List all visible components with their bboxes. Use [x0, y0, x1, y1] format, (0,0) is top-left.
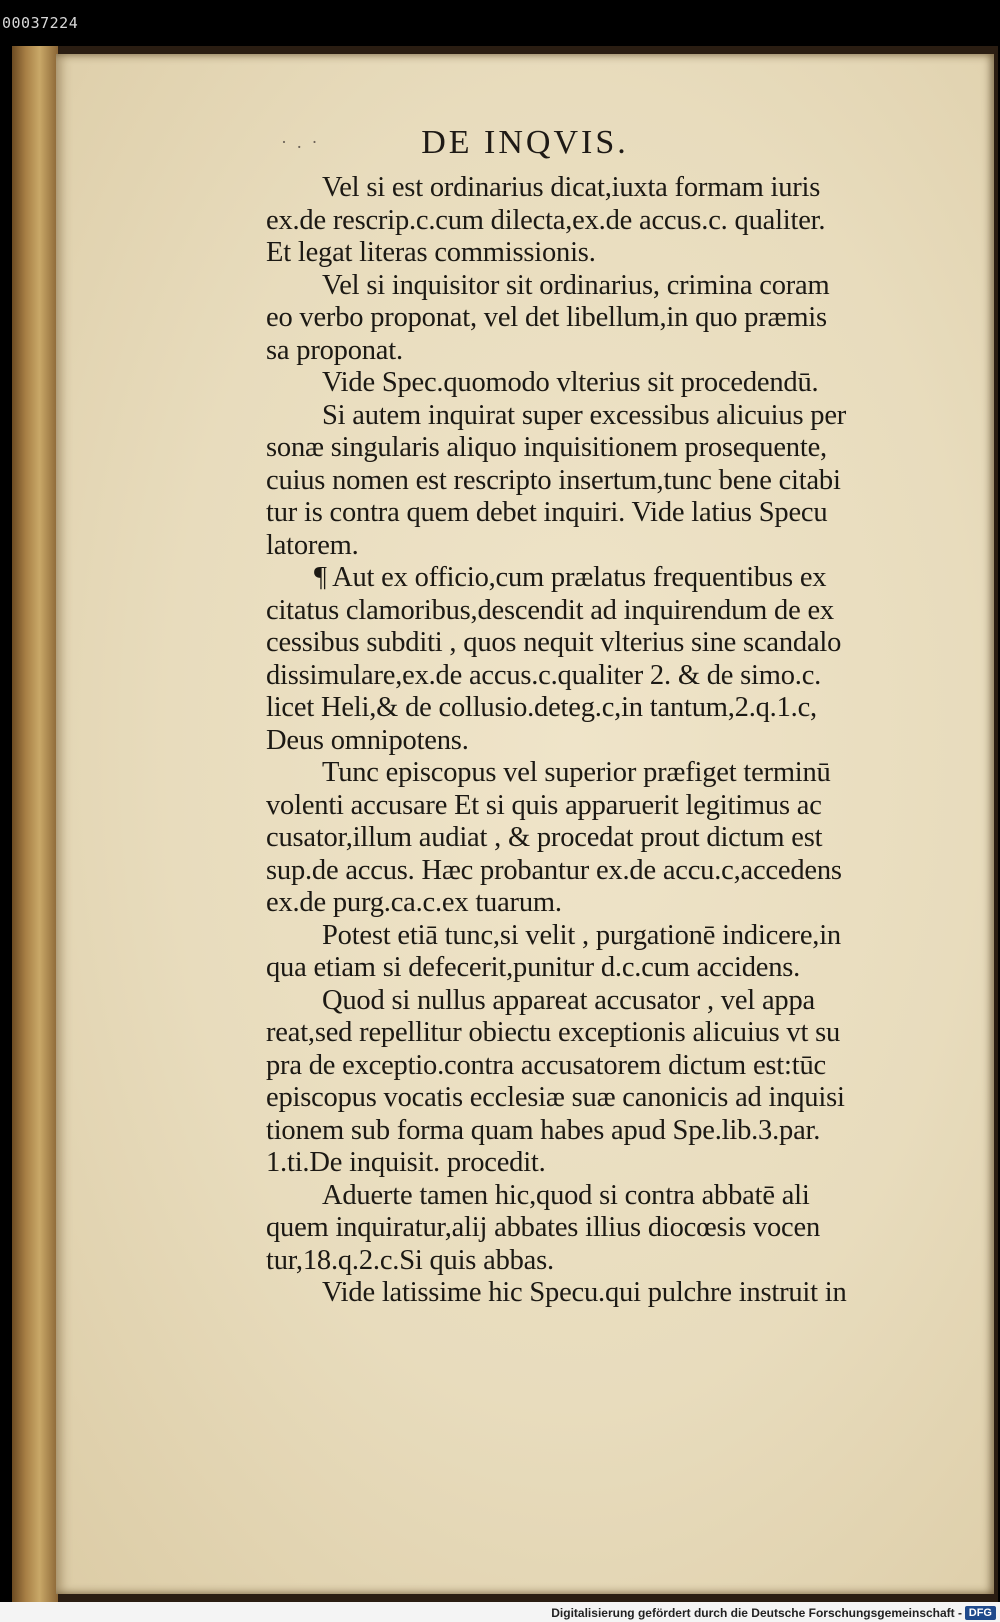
- book-scan: [12, 46, 998, 1602]
- footer-credit: Digitalisierung gefördert durch die Deutsche Forschungsgemeinschaft -: [551, 1606, 962, 1620]
- book-page: [56, 54, 994, 1594]
- text-line: ex.de purg.ca.c.ex tuarum.: [266, 887, 562, 918]
- text-line: tur,18.q.2.c.Si quis abbas.: [266, 1244, 554, 1276]
- text-line: Tunc episcopus vel superior præfiget terminū: [322, 757, 831, 788]
- text-line: Et legat literas commissionis.: [266, 237, 596, 268]
- text-line: tionem sub forma quam habes apud Spe.lib.3.par.: [266, 1114, 821, 1146]
- text-line: Vel si inquisitor sit ordinarius, crimina coram: [322, 269, 830, 301]
- text-line: 1.ti.De inquisit. procedit.: [266, 1147, 546, 1178]
- text-line: qua etiam si defecerit,punitur d.c.cum accidens.: [266, 952, 801, 983]
- text-line: Vide Spec.quomodo vlterius sit procedendū.: [322, 367, 819, 398]
- text-line: pra de exceptio.contra accusatorem dictum est:tūc: [266, 1049, 826, 1081]
- text-line: Aduerte tamen hic,quod si contra abbatē ali: [322, 1179, 810, 1211]
- text-line: episcopus vocatis ecclesiæ suæ canonicis ad inquisi: [266, 1082, 845, 1113]
- page-edge: [12, 46, 58, 1602]
- scan-id-label: 00037224: [2, 14, 79, 32]
- text-line: Deus omnipotens.: [266, 724, 469, 756]
- text-line: tur is contra quem debet inquiri. Vide latius Specu: [266, 497, 828, 528]
- text-line: licet Heli,& de collusio.deteg.c,in tantum,2.q.1.c,: [266, 692, 817, 723]
- text-line: Si autem inquirat super excessibus alicuius per: [322, 399, 847, 431]
- body-text: [266, 172, 996, 1310]
- text-line: reat,sed repellitur obiectu exceptionis alicuius vt su: [266, 1017, 841, 1048]
- text-line: quem inquiratur,alij abbates illius diocœsis vocen: [266, 1212, 820, 1243]
- text-line: volenti accusare Et si quis apparuerit legitimus ac: [266, 789, 822, 821]
- text-line: citatus clamoribus,descendit ad inquirendum de ex: [266, 594, 834, 626]
- text-line: latorem.: [266, 529, 359, 561]
- text-line: sonæ singularis aliquo inquisitionem prosequente,: [266, 432, 827, 463]
- text-line: ¶ Aut ex officio,cum prælatus frequentibus ex: [314, 562, 827, 593]
- footer-bar: [0, 1602, 1000, 1622]
- ornament-dots: ·.·: [281, 132, 328, 152]
- text-line: Potest etiā tunc,si velit , purgationē indicere,in: [322, 919, 841, 951]
- text-line: cessibus subditi , quos nequit vlterius sine scandalo: [266, 627, 842, 658]
- text-line: cuius nomen est rescripto insertum,tunc bene citabi: [266, 464, 841, 496]
- dfg-logo: DFG: [965, 1606, 996, 1620]
- text-line: sup.de accus. Hæc probantur ex.de accu.c,accedens: [266, 854, 842, 886]
- text-line: Vide latissime hic Specu.qui pulchre instruit in: [322, 1277, 847, 1308]
- text-line: dissimulare,ex.de accus.c.qualiter 2. & de simo.c.: [266, 659, 822, 691]
- running-head: DE INQVIS.: [421, 124, 629, 161]
- text-line: Vel si est ordinarius dicat,iuxta formam iuris: [322, 172, 821, 203]
- text-line: cusator,illum audiat , & procedat prout dictum est: [266, 822, 823, 853]
- text-line: Quod si nullus appareat accusator , vel appa: [322, 984, 815, 1016]
- text-line: ex.de rescrip.c.cum dilecta,ex.de accus.c. qualiter.: [266, 204, 826, 236]
- text-line: sa proponat.: [266, 334, 403, 366]
- text-line: eo verbo proponat, vel det libellum,in quo præmis: [266, 302, 827, 333]
